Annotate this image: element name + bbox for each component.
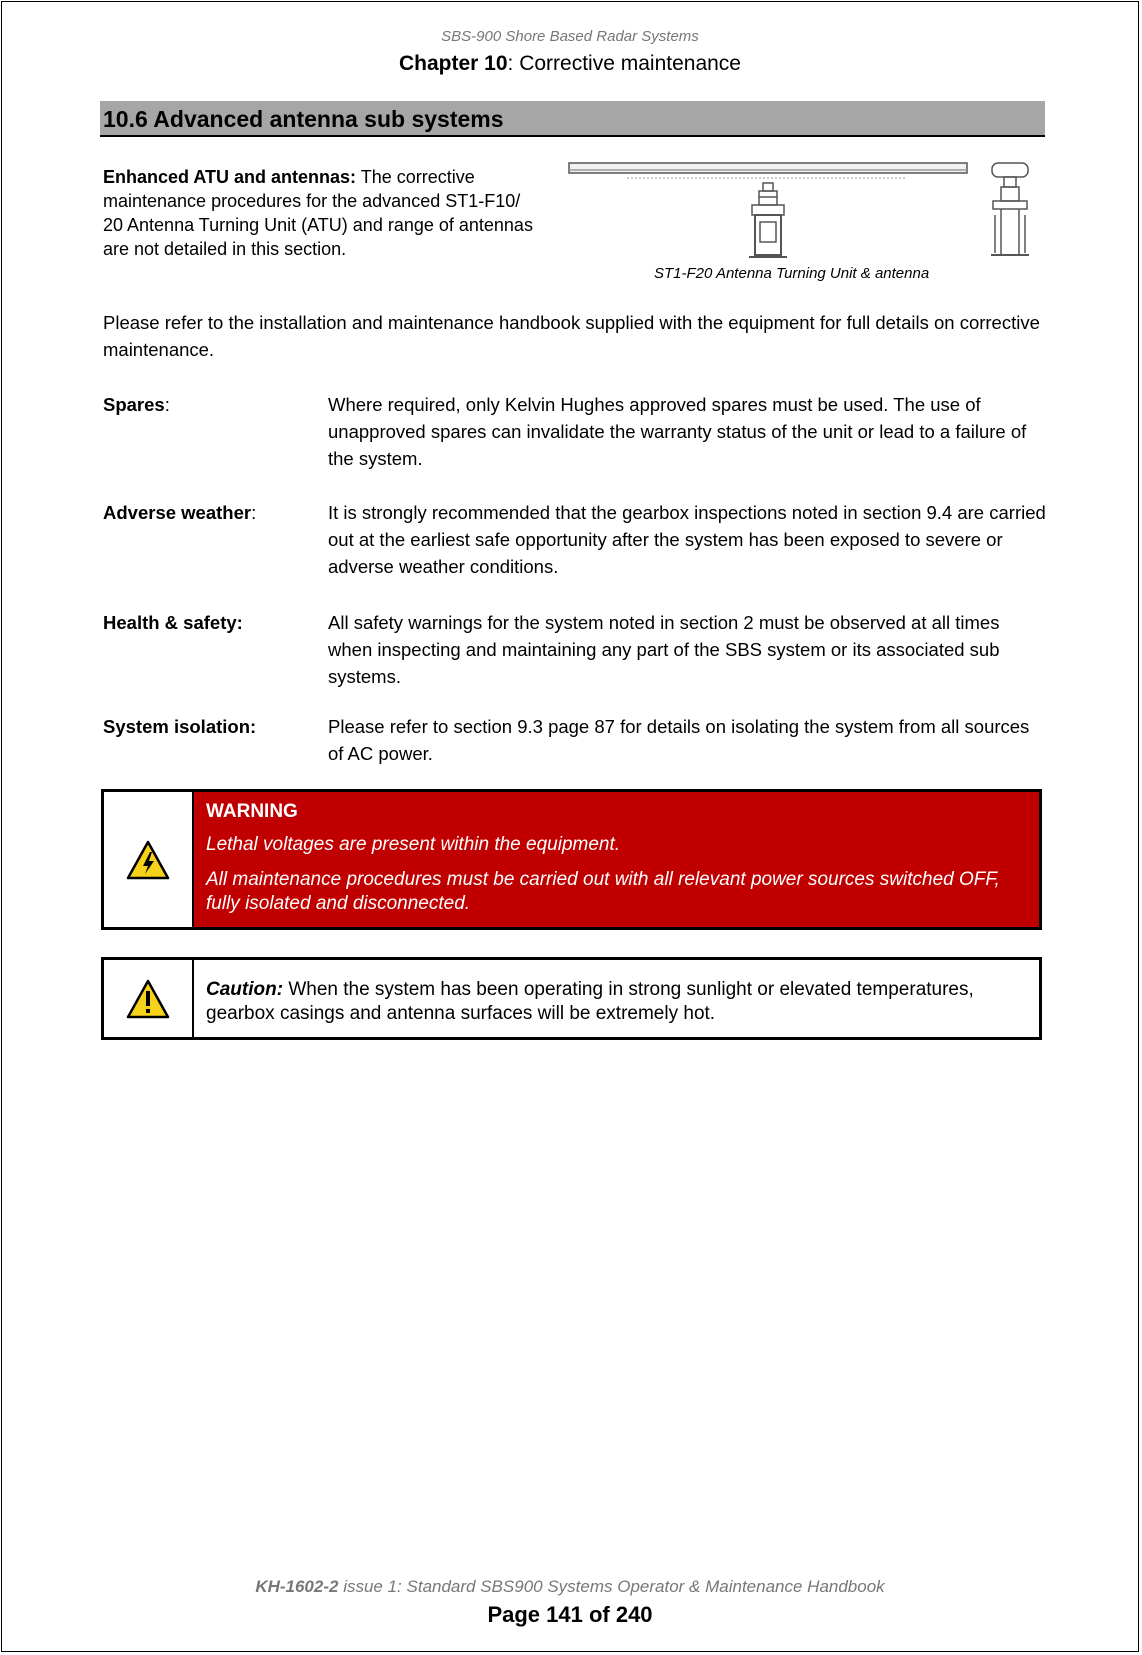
page-number: Page 141 of 240	[487, 1602, 653, 1627]
warning-box	[101, 789, 1042, 930]
intro-lead: Enhanced ATU and antennas:	[103, 167, 357, 187]
definition-term	[103, 499, 256, 526]
caution-box	[101, 957, 1042, 1040]
reference-paragraph: Please refer to the installation and maintenance handbook supplied with the equipment for full details on corrective maintenance.	[103, 312, 1040, 360]
electrical-hazard-icon	[104, 792, 194, 927]
footer-doc-code: KH-1602-2	[255, 1577, 339, 1596]
definition-text: All safety warnings for the system noted in section 2 must be observed at all times when inspecting and maintaining any part of the SBS system or its associated sub systems.	[328, 612, 1000, 687]
term-label: Adverse weather	[103, 502, 252, 523]
header-subtitle: SBS-900 Shore Based Radar Systems	[441, 28, 699, 45]
term-suffix: :	[251, 502, 257, 523]
caution-text	[194, 960, 1039, 1037]
warning-title: WARNING	[206, 801, 298, 822]
footer-document-info	[2, 1577, 1138, 1597]
antenna-turning-unit-figure	[567, 157, 1047, 267]
definition-term	[103, 609, 243, 636]
document-page	[1, 1, 1139, 1652]
definition-term	[103, 713, 256, 740]
term-suffix: :	[164, 394, 170, 415]
caution-body: When the system has been operating in strong sunlight or elevated temperatures, gearbox casings and antenna surfaces will be extremely hot.	[206, 979, 974, 1024]
chapter-label: Chapter 10	[399, 52, 508, 75]
term-label: Spares	[103, 394, 165, 415]
figure-caption: ST1-F20 Antenna Turning Unit & antenna	[654, 265, 930, 282]
footer-doc-title: issue 1: Standard SBS900 Systems Operator & Maintenance Handbook	[338, 1577, 885, 1596]
definition-text: Please refer to section 9.3 page 87 for details on isolating the system from all sources of AC power.	[328, 716, 1030, 764]
warning-line-2: All maintenance procedures must be carried out with all relevant power sources switched OFF, fully isolated and disconnected.	[206, 869, 1000, 914]
term-label: Health & safety:	[103, 612, 243, 633]
intro-text	[103, 165, 543, 261]
chapter-heading	[2, 52, 1138, 76]
warning-text	[194, 792, 1039, 927]
section-heading-bar	[100, 101, 1045, 137]
definition-term	[103, 391, 170, 418]
intro-body: The corrective maintenance procedures for the advanced ST1-F10/ 20 Antenna Turning Unit (ATU) and range of antennas are not detailed in this section.	[103, 167, 533, 259]
section-title: 10.6 Advanced antenna sub systems	[103, 106, 504, 132]
chapter-title: : Corrective maintenance	[507, 52, 741, 75]
definition-text: It is strongly recommended that the gearbox inspections noted in section 9.4 are carried out at the earliest safe opportunity after the system has been exposed to severe or adverse weather conditions.	[328, 502, 1046, 577]
caution-icon	[104, 960, 194, 1037]
warning-line-1: Lethal voltages are present within the equipment.	[206, 834, 621, 855]
definition-text: Where required, only Kelvin Hughes approved spares must be used. The use of unapproved spares can invalidate the warranty status of the unit or lead to a failure of the system.	[328, 394, 1027, 469]
caution-label: Caution:	[206, 979, 284, 1000]
term-label: System isolation:	[103, 716, 257, 737]
